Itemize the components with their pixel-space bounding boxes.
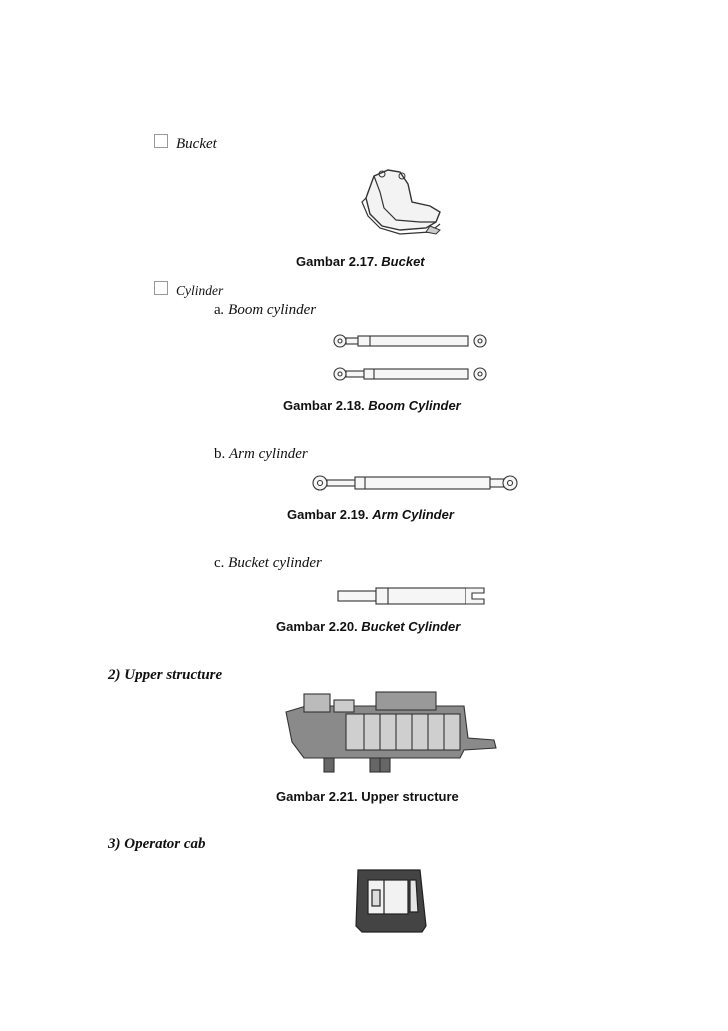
subitem-boom-cylinder — [214, 302, 316, 319]
caption-number: Gambar 2.19. — [287, 507, 369, 522]
caption-title: Bucket — [381, 254, 425, 269]
caption-title: Arm Cylinder — [372, 507, 454, 522]
list-item-bucket — [154, 134, 217, 153]
section-operator-cab: 3) Operator cab — [108, 836, 206, 852]
subitem-label: Bucket cylinder — [228, 555, 322, 571]
upper-structure-illustration — [284, 686, 500, 778]
subitem-arm-cylinder — [214, 446, 308, 463]
list-item-cylinder — [154, 281, 223, 300]
subitem-label: . Boom cylinder — [220, 302, 317, 318]
section-upper-structure: 2) Upper structure — [108, 667, 223, 683]
subitem-prefix: a — [214, 302, 221, 318]
subitem-bucket-cylinder — [214, 555, 322, 572]
caption-number: Gambar 2.20. — [276, 619, 358, 634]
subitem-label: Arm cylinder — [229, 446, 308, 462]
bullet-icon — [154, 134, 168, 148]
boom-cylinder-illustration — [330, 332, 490, 386]
caption-fig-2-21: Gambar 2.21. Upper structure — [276, 789, 459, 804]
subitem-prefix: b. — [214, 446, 226, 462]
bucket-cylinder-illustration — [336, 585, 486, 607]
arm-cylinder-illustration — [310, 470, 520, 496]
subitem-prefix: c. — [214, 555, 225, 571]
caption-fig-2-19 — [287, 507, 454, 522]
bucket-illustration — [360, 162, 450, 242]
caption-fig-2-20 — [276, 619, 460, 634]
caption-fig-2-18 — [283, 398, 461, 413]
caption-number: Gambar 2.17. — [296, 254, 378, 269]
item-label-bucket: Bucket — [176, 136, 217, 152]
caption-fig-2-17 — [296, 254, 425, 269]
bullet-icon — [154, 281, 168, 295]
item-label-cylinder: Cylinder — [176, 283, 224, 298]
caption-title: Boom Cylinder — [368, 398, 461, 413]
caption-title: Bucket Cylinder — [361, 619, 461, 634]
operator-cab-illustration — [354, 866, 430, 936]
caption-number: Gambar 2.18. — [283, 398, 365, 413]
